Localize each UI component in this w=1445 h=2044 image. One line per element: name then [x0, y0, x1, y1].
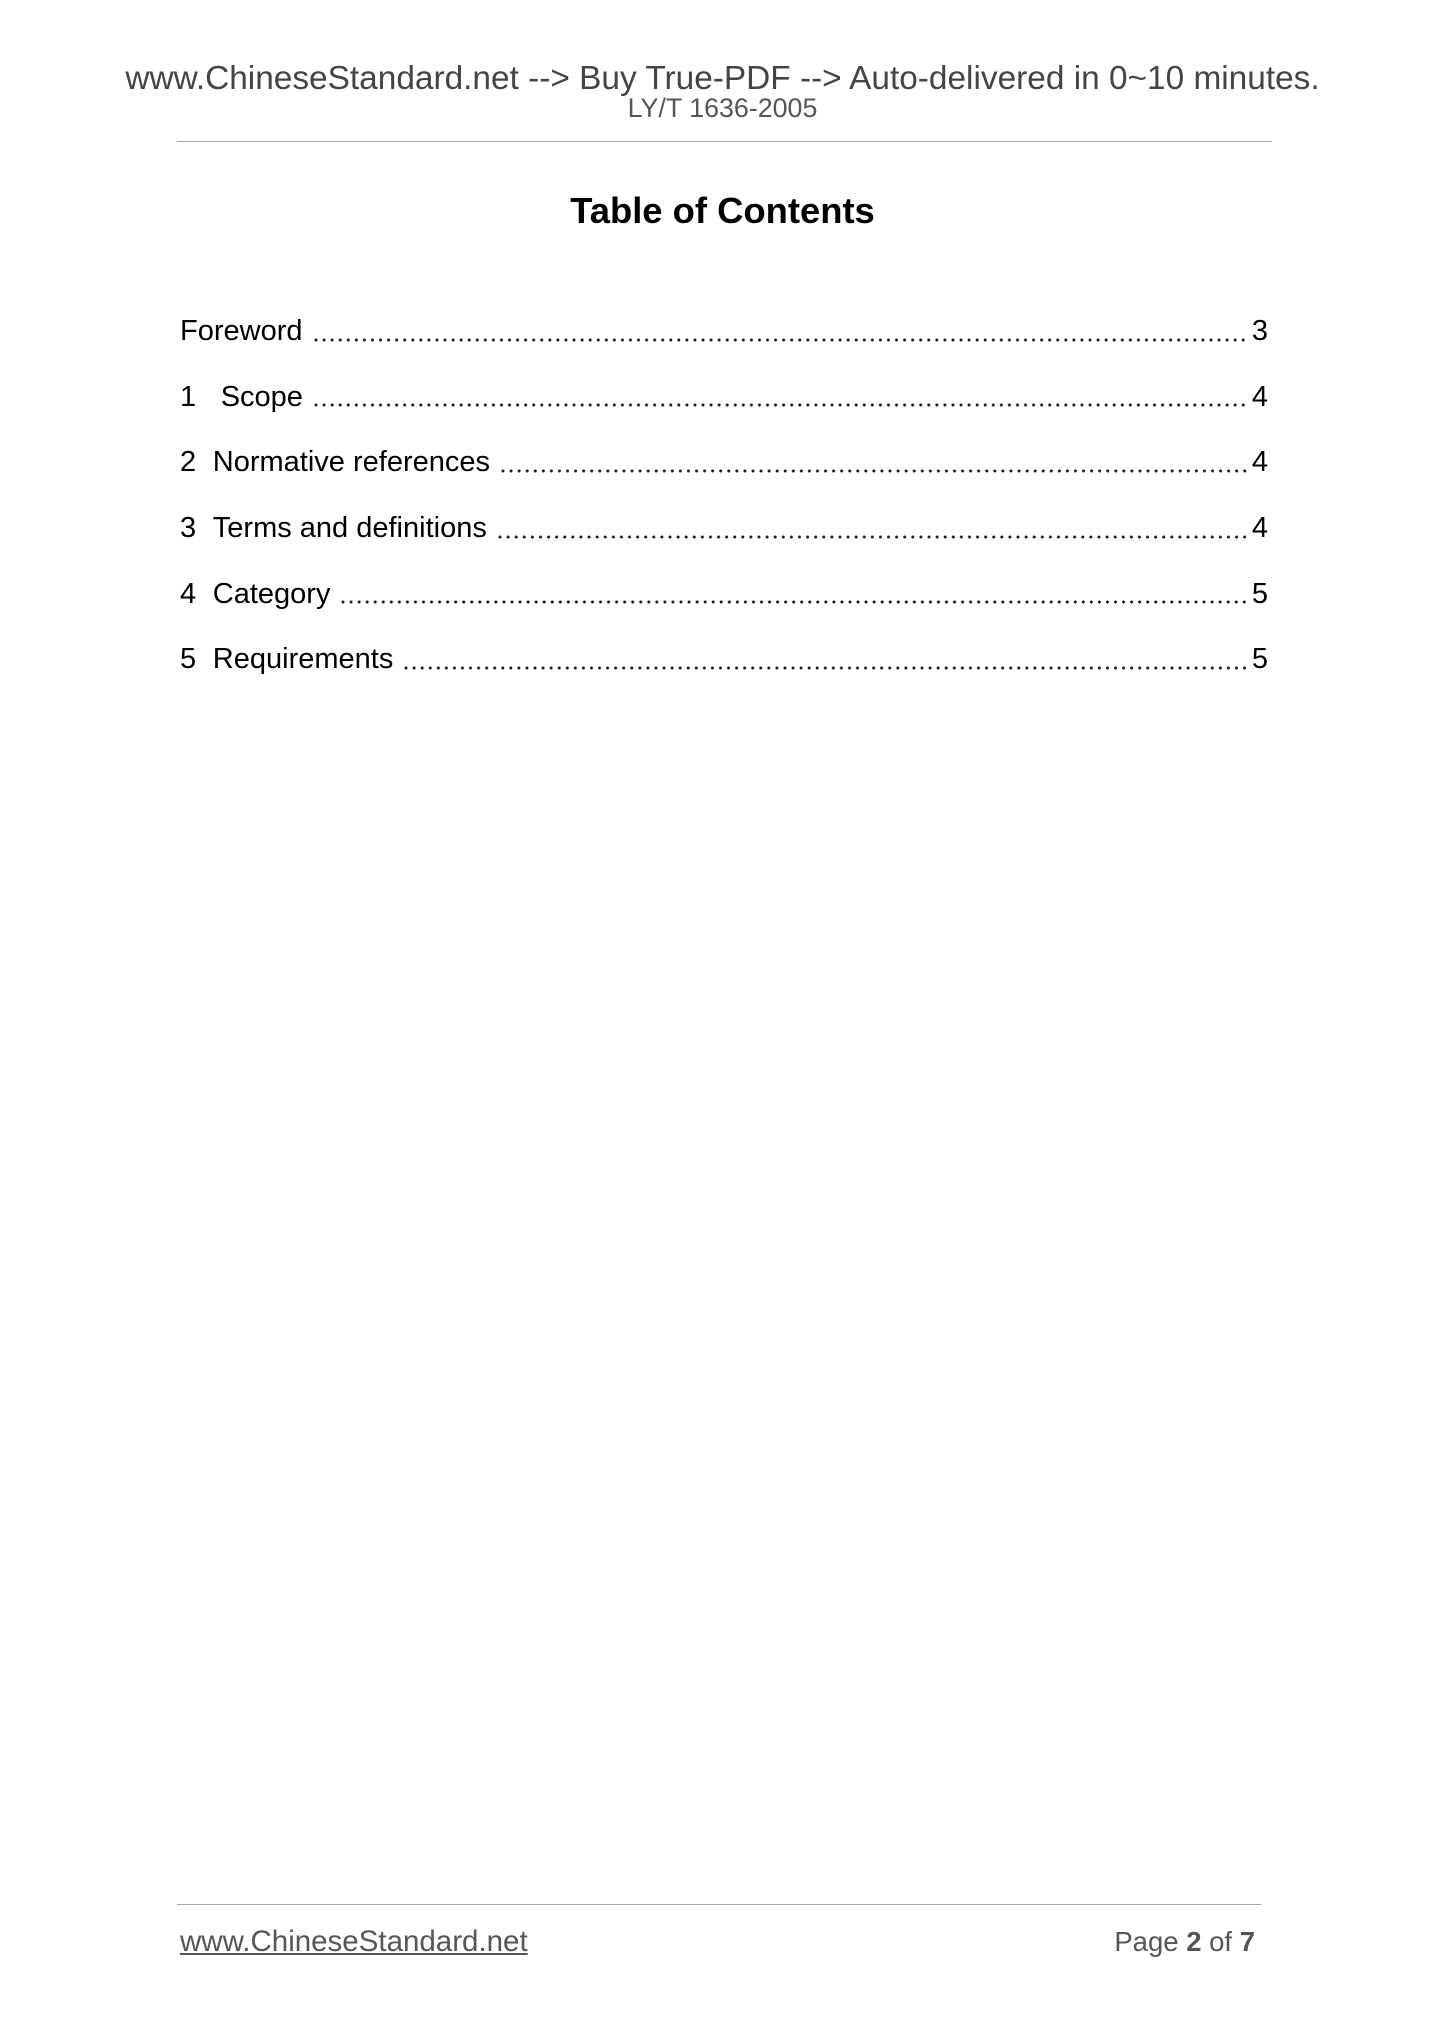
toc-entry-category[interactable]: [180, 576, 1268, 612]
toc-title: Table of Contents: [570, 190, 875, 231]
toc-entry-page: 4: [1251, 446, 1268, 479]
toc-entry-normative-references[interactable]: [180, 444, 1268, 480]
current-page-number: 2: [1186, 1926, 1202, 1957]
toc-entry-number: 5: [180, 643, 197, 676]
footer-site-link[interactable]: www.ChineseStandard.net: [180, 1925, 528, 1958]
toc-entry-terms-and-definitions[interactable]: [180, 510, 1268, 546]
dot-leader: [496, 510, 1249, 546]
toc-entry-number: 2: [180, 446, 197, 479]
header-banner: www.ChineseStandard.net --> Buy True-PDF --> Auto-delivered in 0~10 minutes.: [125, 60, 1320, 97]
total-page-count: 7: [1239, 1926, 1255, 1957]
toc-entry-scope[interactable]: [180, 379, 1268, 415]
dot-leader: [499, 444, 1249, 480]
toc-entry-requirements[interactable]: [180, 641, 1268, 677]
standard-code: LY/T 1636-2005: [627, 93, 818, 123]
toc-entry-label: Category: [212, 577, 331, 610]
header-divider: [177, 141, 1272, 142]
page-prefix: Page: [1114, 1926, 1179, 1957]
toc-entry-number: 1: [180, 380, 197, 413]
page-of-label: of: [1209, 1926, 1233, 1957]
toc-entry-label: Terms and definitions: [212, 512, 487, 545]
toc-entry-page: 4: [1251, 512, 1268, 545]
dot-leader: [402, 641, 1249, 677]
page-indicator: [1114, 1925, 1255, 1959]
dot-leader: [312, 379, 1249, 415]
dot-leader: [312, 313, 1249, 349]
toc-entry-page: 5: [1251, 643, 1268, 676]
toc-entry-page: 3: [1251, 315, 1268, 347]
toc-entry-label: Requirements: [212, 643, 394, 676]
toc-entry-number: 3: [180, 512, 197, 545]
toc-entry-label: Normative references: [212, 446, 491, 479]
dot-leader: [339, 576, 1248, 612]
toc-entry-number: 4: [180, 577, 197, 610]
toc-entry-label: Foreword: [180, 315, 303, 347]
toc-entry-page: 5: [1251, 577, 1268, 610]
toc-list: [180, 313, 1268, 677]
toc-entry-label: Scope: [220, 380, 303, 413]
footer-divider: [177, 1904, 1261, 1905]
toc-entry-foreword[interactable]: [180, 313, 1268, 349]
toc-entry-page: 4: [1251, 380, 1268, 413]
